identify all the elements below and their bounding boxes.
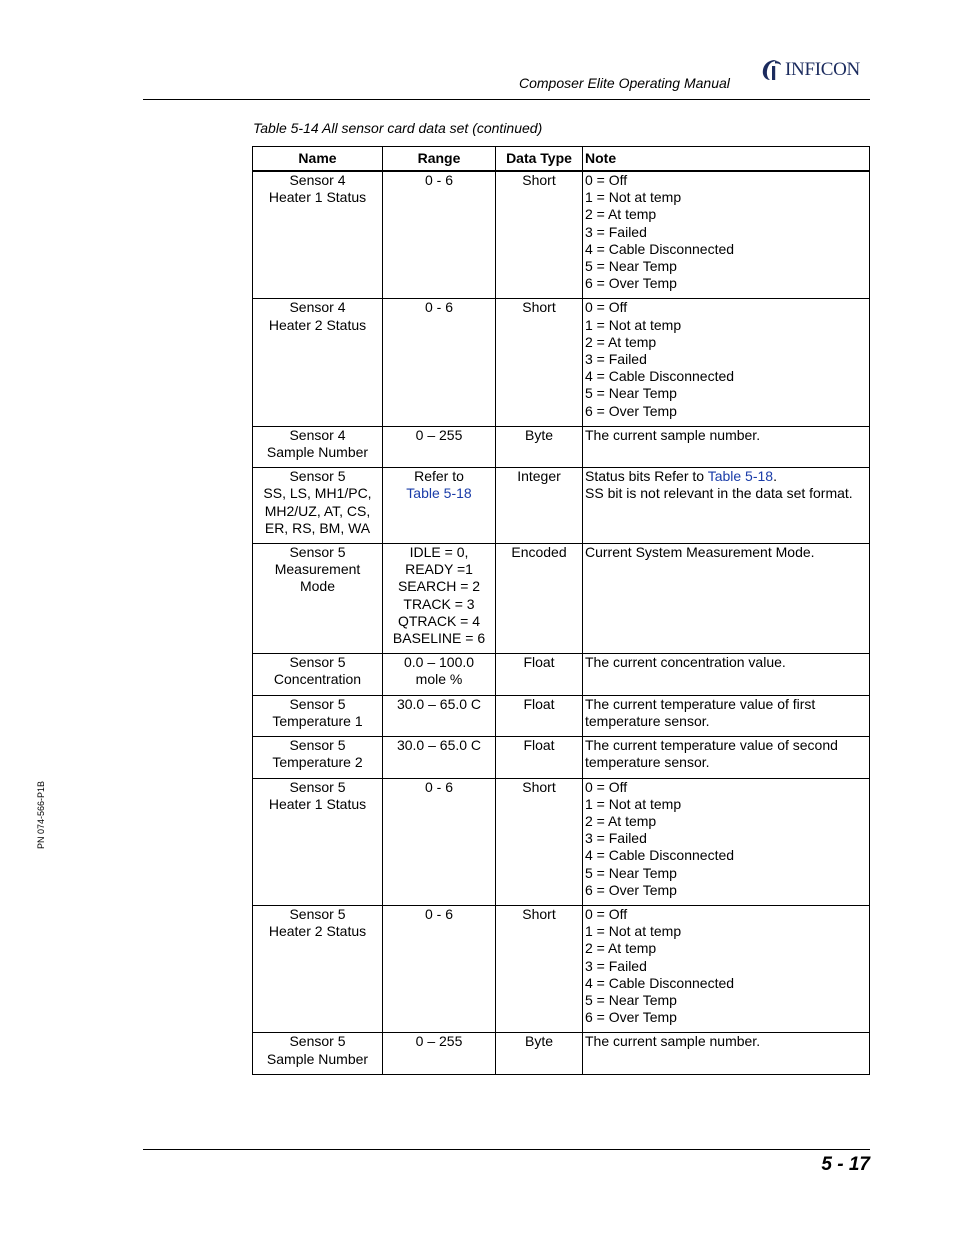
cell-name [253,468,383,544]
cell-name-line: SS, LS, MH1/PC, [263,485,372,502]
cell-range [383,1033,496,1074]
cell-data-type: Byte [496,1033,583,1074]
cell-range [383,654,496,695]
cell-name [253,426,383,467]
cell-note [583,905,870,1032]
note-text: Status bits Refer to [585,468,708,485]
cell-name [253,299,383,426]
cell-name [253,1033,383,1074]
cell-note-line: 6 = Over Temp [585,1009,677,1026]
cell-data-type: Integer [496,468,583,544]
cell-note-line: temperature sensor. [585,754,710,771]
cell-note-line: 5 = Near Temp [585,991,677,1008]
cell-note-line: 5 = Near Temp [585,385,677,402]
cell-range-line: 30.0 – 65.0 C [396,695,482,712]
cell-range-line: 0 - 6 [424,299,453,316]
footer-rule [143,1149,870,1150]
cell-range-line: 0 - 6 [424,905,453,922]
table-row [253,468,870,544]
cell-note [583,737,870,778]
cell-note-line: 5 = Near Temp [585,864,677,881]
cell-range [383,171,496,299]
cell-range-line: 0 - 6 [424,778,453,795]
cell-data-type: Float [496,654,583,695]
table-row [253,544,870,654]
table-reference-link[interactable]: Table 5-18 [406,485,472,502]
cell-note-line: 1 = Not at temp [585,316,682,333]
cell-range-line: 0 – 255 [415,1033,463,1050]
cell-note-line: 2 = At temp [585,940,657,957]
cell-name [253,905,383,1032]
cell-range-line: 0 - 6 [424,172,453,188]
cell-note-line: SS bit is not relevant in the data set format. [585,485,853,502]
cell-range-line: IDLE = 0, [409,544,469,561]
cell-name-line: Sensor 4 [289,172,346,188]
cell-name [253,778,383,905]
table-row [253,695,870,736]
cell-name [253,737,383,778]
header-rule [143,99,870,100]
cell-note [583,544,870,654]
cell-range [383,905,496,1032]
table-row [253,426,870,467]
brand-name: INFICON [785,59,860,80]
cell-note-line: The current temperature value of first [585,695,816,712]
cell-range-line: 30.0 – 65.0 C [396,737,482,754]
table-row [253,1033,870,1074]
cell-note-line [585,468,867,485]
cell-note-line: 1 = Not at temp [585,189,682,206]
note-text: . [773,468,777,485]
cell-name-line: Sample Number [266,444,369,461]
cell-range [383,778,496,905]
column-header-range: Range [383,147,496,172]
cell-range [383,695,496,736]
cell-note-line: 0 = Off [585,172,628,188]
cell-note-line: 3 = Failed [585,351,647,368]
cell-range-line: READY =1 [405,561,473,578]
part-number: PN 074-566-P1B [36,780,46,849]
cell-range-line: mole % [415,671,463,688]
cell-name-line: Sensor 5 [289,737,346,754]
cell-data-type: Short [496,171,583,299]
cell-name-line: Sensor 5 [289,468,346,485]
cell-name [253,654,383,695]
cell-note-line: 5 = Near Temp [585,258,677,275]
cell-name-line: Sensor 5 [289,778,346,795]
cell-note-line: 1 = Not at temp [585,795,682,812]
cell-name-line: Concentration [273,671,362,688]
cell-range-line: 0 – 255 [415,426,463,443]
cell-name-line: Measurement [274,561,361,578]
cell-name-line: Mode [299,578,336,595]
cell-note-line: 0 = Off [585,905,628,922]
cell-note-line: The current sample number. [585,1033,761,1050]
cell-range-line: TRACK = 3 [403,595,475,612]
cell-data-type: Float [496,695,583,736]
cell-note-line: 6 = Over Temp [585,275,677,292]
cell-data-type: Encoded [496,544,583,654]
cell-range [383,299,496,426]
cell-range-line: Refer to [414,468,464,485]
cell-note [583,171,870,299]
cell-name-line: Heater 2 Status [268,923,367,940]
table-caption: Table 5-14 All sensor card data set (continued) [253,120,543,136]
cell-name [253,695,383,736]
cell-note-line: temperature sensor. [585,712,710,729]
table-row [253,171,870,299]
cell-note [583,695,870,736]
cell-range [383,737,496,778]
cell-range [383,468,496,544]
cell-name-line: ER, RS, BM, WA [264,519,371,536]
cell-note-line: 4 = Cable Disconnected [585,847,735,864]
table-row [253,905,870,1032]
cell-note-line: 4 = Cable Disconnected [585,368,735,385]
cell-name-line: Heater 2 Status [268,316,367,333]
brand-logo [760,58,860,82]
cell-note [583,426,870,467]
table-row [253,737,870,778]
cell-note-line: 0 = Off [585,778,628,795]
cell-name-line: Heater 1 Status [268,189,367,206]
cell-data-type: Short [496,299,583,426]
cell-note-line: 2 = At temp [585,812,657,829]
cell-note [583,778,870,905]
cell-name-line: Heater 1 Status [268,795,367,812]
cell-note-line: The current concentration value. [585,654,786,671]
cell-range-line: BASELINE = 6 [392,630,486,647]
cell-note [583,299,870,426]
cell-name-line: Sample Number [266,1050,369,1067]
cell-name-line: Sensor 5 [289,905,346,922]
table-reference-link[interactable]: Table 5-18 [707,468,774,485]
cell-name-line: Sensor 4 [289,299,346,316]
table-row [253,299,870,426]
cell-data-type: Short [496,778,583,905]
cell-name [253,171,383,299]
table-header-row [253,147,870,172]
cell-note-line: 2 = At temp [585,333,657,350]
cell-note [583,468,870,544]
cell-name [253,544,383,654]
cell-name-line: MH2/UZ, AT, CS, [264,502,371,519]
cell-note [583,1033,870,1074]
cell-data-type: Short [496,905,583,1032]
cell-note-line: 0 = Off [585,299,628,316]
cell-note-line: 6 = Over Temp [585,402,677,419]
cell-note-line: 6 = Over Temp [585,881,677,898]
cell-note-line: 3 = Failed [585,830,647,847]
cell-name-line: Sensor 4 [289,426,346,443]
cell-data-type: Float [496,737,583,778]
cell-note [583,654,870,695]
cell-note-line: Current System Measurement Mode. [585,544,815,561]
cell-note-line: 1 = Not at temp [585,923,682,940]
cell-name-line: Sensor 5 [289,654,346,671]
cell-range-line: 0.0 – 100.0 [403,654,475,671]
cell-range-line: QTRACK = 4 [397,612,481,629]
manual-title: Composer Elite Operating Manual [519,75,730,91]
cell-name-line: Sensor 5 [289,1033,346,1050]
sensor-data-table [252,146,870,1075]
cell-note-line: 3 = Failed [585,957,647,974]
page-number: 5 - 17 [821,1154,870,1175]
cell-note-line: 4 = Cable Disconnected [585,974,735,991]
cell-note-line: 4 = Cable Disconnected [585,240,735,257]
cell-note-line: 3 = Failed [585,223,647,240]
column-header-data-type: Data Type [496,147,583,172]
cell-name-line: Sensor 5 [289,695,346,712]
cell-note-line: The current temperature value of second [585,737,838,754]
cell-name-line: Temperature 2 [272,754,363,771]
table-row [253,654,870,695]
cell-note-line: 2 = At temp [585,206,657,223]
column-header-note: Note [583,147,870,172]
cell-name-line: Temperature 1 [272,712,363,729]
cell-range-line: SEARCH = 2 [397,578,481,595]
cell-range [383,426,496,467]
column-header-name: Name [253,147,383,172]
inficon-logo-icon [760,58,782,82]
cell-data-type: Byte [496,426,583,467]
cell-range [383,544,496,654]
cell-note-line: The current sample number. [585,426,761,443]
table-row [253,778,870,905]
cell-name-line: Sensor 5 [289,544,346,561]
